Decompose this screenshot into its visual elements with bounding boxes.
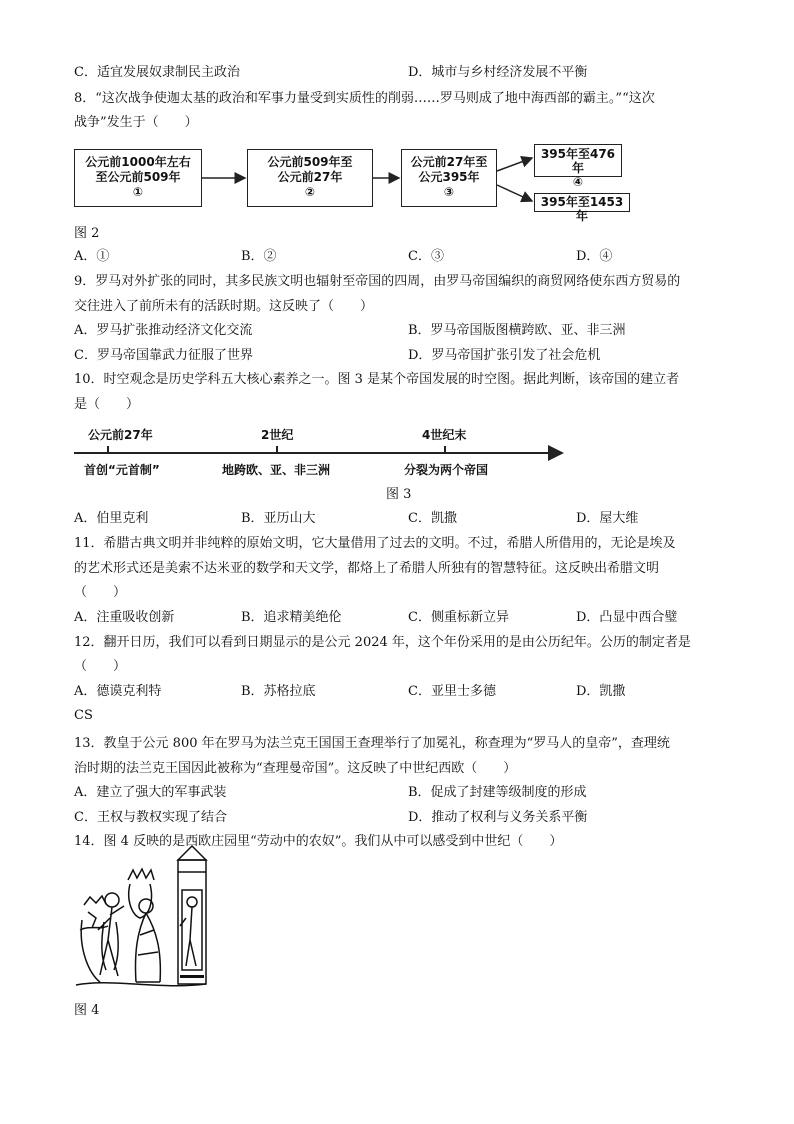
q9-option-a: A．罗马扩张推动经济文化交流 xyxy=(74,323,253,338)
q13-option-a: A．建立了强大的军事武装 xyxy=(74,785,227,800)
q10-stem-line2: 是（ ） xyxy=(74,397,140,412)
q10-option-b: B．亚历山大 xyxy=(241,511,316,526)
q8-option-a: A．① xyxy=(74,249,110,264)
timeline-label-top-2: 2世纪 xyxy=(261,428,294,442)
q8-option-b: B．② xyxy=(241,249,277,264)
q10-stem-line1: 10．时空观念是历史学科五大核心素养之一。图 3 是某个帝国发展的时空图。据此判断，该帝国的建立者 xyxy=(74,372,680,387)
q13-option-d: D．推动了权利与义务关系平衡 xyxy=(408,810,588,825)
q11-option-b: B．追求精美绝伦 xyxy=(241,610,342,625)
q11-option-d: D．凸显中西合璧 xyxy=(576,610,678,625)
q7-option-c: C．适宜发展奴隶制民主政治 xyxy=(74,65,240,80)
q8-option-c: C．③ xyxy=(408,249,444,264)
q13-stem-line2: 治时期的法兰克王国因此被称为“查理曼帝国”。这反映了中世纪西欧（ ） xyxy=(74,761,517,776)
timeline-label-bottom-1: 首创“元首制” xyxy=(84,463,160,477)
figure2-box-4: 395年至476年 ④ xyxy=(534,144,622,177)
q9-stem-line1: 9．罗马对外扩张的同时，其多民族文明也辐射至帝国的四周，由罗马帝国编织的商贸网络使东西方贸易的 xyxy=(74,274,681,289)
q8-stem-line1: 8．“这次战争使迦太基的政治和军事力量受到实质性的削弱……罗马则成了地中海西部的霸主。”“这次 xyxy=(74,91,655,106)
q11-option-a: A．注重吸收创新 xyxy=(74,610,175,625)
figure2-box-5: 395年至1453年 xyxy=(534,193,630,212)
q13-stem-line1: 13．教皇于公元 800 年在罗马为法兰克王国国王查理举行了加冕礼，称查理为“罗马人的皇帝”，查理统 xyxy=(74,736,670,751)
figure2-box-2: 公元前509年至 公元前27年 ② xyxy=(247,149,373,207)
q7-option-d: D．城市与乡村经济发展不平衡 xyxy=(408,65,588,80)
cs-mark: CS xyxy=(74,708,93,723)
q9-option-d: D．罗马帝国扩张引发了社会危机 xyxy=(408,348,601,363)
q9-option-b: B．罗马帝国版图横跨欧、亚、非三洲 xyxy=(408,323,626,338)
q11-stem-line1: 11．希腊古典文明并非纯粹的原始文明，它大量借用了过去的文明。不过，希腊人所借用的，无论是埃及 xyxy=(74,536,676,551)
q13-option-c: C．王权与教权实现了结合 xyxy=(74,810,227,825)
timeline-label-top-3: 4世纪末 xyxy=(422,428,467,442)
q8-option-d: D．④ xyxy=(576,249,613,264)
figure2-box-1: 公元前1000年左右 至公元前509年 ① xyxy=(74,149,202,207)
q13-option-b: B．促成了封建等级制度的形成 xyxy=(408,785,587,800)
q10-option-d: D．屋大维 xyxy=(576,511,639,526)
q14-stem-line1: 14．图 4 反映的是西欧庄园里“劳动中的农奴”。我们从中可以感受到中世纪（ ） xyxy=(74,834,563,849)
timeline-label-bottom-3: 分裂为两个帝国 xyxy=(404,463,489,477)
q12-option-b: B．苏格拉底 xyxy=(241,684,316,699)
q11-stem-line3: （ ） xyxy=(74,585,127,600)
figure4-caption: 图 4 xyxy=(74,1003,100,1018)
q12-stem-line2: （ ） xyxy=(74,659,127,674)
figure2-caption: 图 2 xyxy=(74,226,100,241)
q9-stem-line2: 交往进入了前所未有的活跃时期。这反映了（ ） xyxy=(74,299,374,314)
q12-option-c: C．亚里士多德 xyxy=(408,684,496,699)
q10-option-c: C．凯撒 xyxy=(408,511,457,526)
q10-option-a: A．伯里克利 xyxy=(74,511,149,526)
timeline-label-bottom-2: 地跨欧、亚、非三洲 xyxy=(222,463,331,477)
q9-option-c: C．罗马帝国靠武力征服了世界 xyxy=(74,348,253,363)
timeline-label-top-1: 公元前27年 xyxy=(88,428,153,442)
figure2-box-3: 公元前27年至 公元395年 ③ xyxy=(401,149,497,207)
figure3-caption: 图 3 xyxy=(386,487,412,502)
q12-stem-line1: 12．翻开日历，我们可以看到日期显示的是公元 2024 年，这个年份采用的是由公历纪年。公历的制定者是 xyxy=(74,635,691,650)
q8-stem-line2: 战争”发生于（ ） xyxy=(74,115,198,130)
q12-option-d: D．凯撒 xyxy=(576,684,626,699)
q11-option-c: C．侧重标新立异 xyxy=(408,610,509,625)
q11-stem-line2: 的艺术形式还是美索不达米亚的数学和天文学，都烙上了希腊人所独有的智慧特征。这反映出希腊文明 xyxy=(74,561,660,576)
q12-option-a: A．德谟克利特 xyxy=(74,684,162,699)
